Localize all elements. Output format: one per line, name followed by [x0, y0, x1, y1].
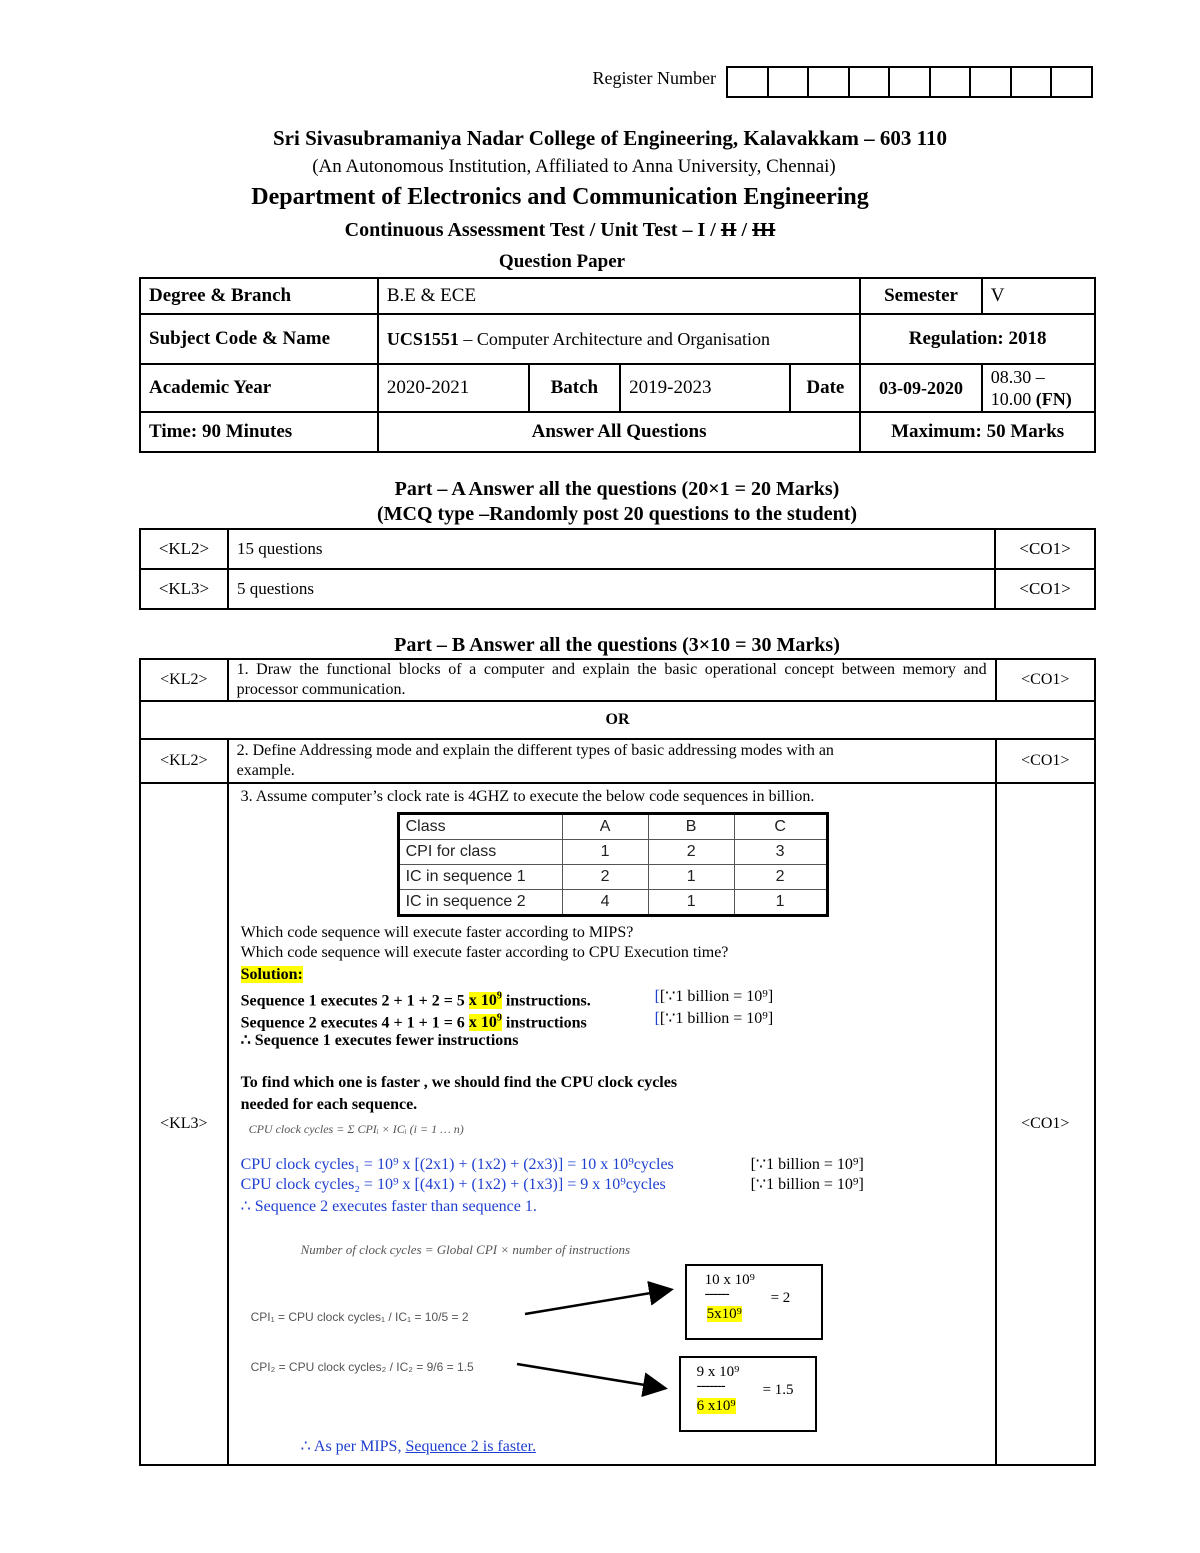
box2-bottom — [697, 1398, 736, 1415]
subject-label: Subject Code & Name — [140, 314, 378, 364]
answer-all: Answer All Questions — [378, 412, 860, 452]
academic-year-value: 2020-2021 — [378, 364, 529, 412]
kl-label: <KL3> — [140, 783, 228, 1465]
co-label: <CO1> — [996, 739, 1095, 783]
cpi-cell: 4 — [562, 890, 648, 916]
register-number-boxes[interactable] — [726, 66, 1093, 98]
find-line-1: To find which one is faster , we should find the CPU clock cycles — [240, 1074, 678, 1091]
info-table — [139, 277, 1096, 453]
mips-conclusion — [301, 1436, 536, 1458]
co-label: <CO1> — [996, 783, 1095, 1465]
cpi-cell: IC in sequence 2 — [398, 890, 562, 916]
academic-year-label: Academic Year — [140, 364, 378, 412]
or-divider: OR — [140, 701, 1095, 739]
cpi-cell: 1 — [562, 840, 648, 865]
cpi1-formula: CPI₁ = CPU clock cycles₁ / IC₁ = 10/5 = 2 — [250, 1310, 469, 1324]
seq1-note-text: [∵1 billion = 10⁹] — [659, 988, 774, 1005]
question-row-3 — [140, 783, 1095, 1465]
test-sep: / — [736, 219, 752, 241]
part-a-row — [140, 569, 1095, 609]
cpi-cell: Class — [398, 814, 562, 840]
seq1-tail: instructions. — [501, 992, 591, 1010]
question-text: 15 questions — [228, 529, 995, 569]
college-name: Sri Sivasubramaniya Nadar College of Engineering, Kalavakkam – 603 110 — [273, 126, 947, 150]
box1-bottom-text: 5x10⁹ — [706, 1306, 742, 1322]
semester-value: V — [982, 278, 1095, 314]
find-line-2: needed for each sequence. — [240, 1096, 418, 1113]
subject-code: UCS1551 — [386, 329, 459, 349]
question-text: 3. Assume computer’s clock rate is 4GHZ to execute the below code sequences in billion. — [240, 788, 815, 805]
test-struck-2: II — [720, 219, 737, 241]
co-label: <CO1> — [995, 529, 1095, 569]
clock-cycles-1: CPU clock cycles₁ = 10⁹ x [(2x1) + (1x2) + (2x3)] = 10 x 10⁹cycles — [240, 1156, 674, 1173]
max-marks: Maximum: 50 Marks — [860, 412, 1095, 452]
arrow-right-icon — [517, 1364, 663, 1388]
cpi-cell: IC in sequence 1 — [398, 865, 562, 890]
kl-label: <KL3> — [140, 569, 228, 609]
faster-time-conclusion: ∴ Sequence 2 executes faster than sequence 1. — [240, 1198, 537, 1215]
register-number-label: Register Number — [592, 68, 716, 88]
test-struck-3: III — [752, 219, 776, 241]
batch-label: Batch — [529, 364, 621, 412]
affiliation: (An Autonomous Institution, Affiliated to Anna University, Chennai) — [312, 156, 836, 177]
arrows — [229, 784, 995, 1464]
part-a-subheading: (MCQ type –Randomly post 20 questions to the student) — [376, 503, 858, 525]
cpi-cell: 2 — [562, 865, 648, 890]
fewer-instructions: ∴ Sequence 1 executes fewer instructions — [240, 1032, 519, 1049]
seq1-note: [[∵1 billion = 10⁹] — [654, 988, 774, 1005]
cc1-note: [∵1 billion = 10⁹] — [750, 1156, 864, 1173]
box2-top: 9 x 10⁹ — [696, 1364, 740, 1380]
time-label: Time: 90 Minutes — [140, 412, 378, 452]
test-prefix: Continuous Assessment Test / Unit Test – I / — [344, 219, 721, 241]
mips-prefix: ∴ As per MIPS, — [300, 1438, 406, 1455]
solution-text: Solution: — [240, 966, 303, 983]
cpi-cell: C — [734, 814, 827, 840]
co-label: <CO1> — [995, 569, 1095, 609]
question-text: 5 questions — [228, 569, 995, 609]
result-box-2 — [679, 1356, 817, 1432]
box1-eq: = 2 — [770, 1290, 791, 1306]
mips-link: Sequence 2 is faster. — [405, 1438, 537, 1455]
date-value: 03-09-2020 — [860, 364, 982, 412]
question-text: 1. Draw the functional blocks of a computer and explain the basic operational concept between memory and processor communication. — [228, 659, 996, 701]
time-slot-value: 08.30 – 10.00 — [990, 367, 1045, 409]
subject-cell — [378, 314, 860, 364]
time-slot — [982, 364, 1095, 412]
time-slot-fn: (FN) — [1035, 389, 1072, 409]
result-box-1 — [685, 1264, 823, 1340]
cpi-cell: 3 — [734, 840, 827, 865]
seq1-exp: 9 — [496, 991, 502, 1002]
test-title — [0, 219, 1120, 242]
question-text: 2. Define Addressing mode and explain the different types of basic addressing modes with an example. — [228, 739, 996, 783]
cpi-cell: A — [562, 814, 648, 840]
part-a-heading: Part – A Answer all the questions (20×1 = 20 Marks) — [394, 478, 840, 500]
seq1-base: x 10 — [468, 992, 497, 1010]
semester-label: Semester — [860, 278, 982, 314]
question-row-1 — [140, 659, 1095, 701]
arrow-right-icon — [525, 1290, 669, 1314]
global-cpi-formula: Number of clock cycles = Global CPI × number of instructions — [300, 1242, 631, 1257]
seq2-note: [[∵1 billion = 10⁹] — [654, 1010, 774, 1027]
cpi-cell: B — [648, 814, 734, 840]
co-label: <CO1> — [996, 659, 1095, 701]
cpi-cell: 1 — [734, 890, 827, 916]
regulation: Regulation: 2018 — [860, 314, 1095, 364]
box1-bottom — [707, 1306, 742, 1323]
box2-bottom-text: 6 x10⁹ — [696, 1398, 736, 1414]
seq1-text: Sequence 1 executes 2 + 1 + 2 = 5 — [240, 992, 469, 1010]
cpi-cell: 1 — [648, 890, 734, 916]
question-row-2 — [140, 739, 1095, 783]
paper-title: Question Paper — [498, 251, 626, 272]
clock-cycles-2: CPU clock cycles₂ = 10⁹ x [(4x1) + (1x2) + (1x3)] = 9 x 10⁹cycles — [240, 1176, 666, 1193]
cpi-cell: 1 — [648, 865, 734, 890]
cpi-cell: CPI for class — [398, 840, 562, 865]
kl-label: <KL2> — [140, 739, 228, 783]
batch-value: 2019-2023 — [620, 364, 790, 412]
cpu-cycles-formula: CPU clock cycles = Σ CPIᵢ × ICᵢ (i = 1 … n) — [248, 1122, 464, 1136]
date-label: Date — [790, 364, 860, 412]
cc2-note: [∵1 billion = 10⁹] — [750, 1176, 864, 1193]
part-a-row — [140, 529, 1095, 569]
box2-eq: = 1.5 — [762, 1382, 794, 1398]
cpi-cell: 2 — [648, 840, 734, 865]
seq2-note-text: [∵1 billion = 10⁹] — [659, 1010, 774, 1027]
ask-mips: Which code sequence will execute faster according to MIPS? — [240, 924, 634, 941]
ask-cpu-time: Which code sequence will execute faster according to CPU Execution time? — [240, 944, 729, 961]
seq2-exp: 9 — [496, 1013, 502, 1024]
kl-label: <KL2> — [140, 659, 228, 701]
seq2-text: Sequence 2 executes 4 + 1 + 1 = 6 — [240, 1014, 469, 1032]
department-name: Department of Electronics and Communication Engineering — [251, 184, 869, 210]
box2-line: ------- — [696, 1378, 725, 1394]
box1-line: ------ — [704, 1286, 729, 1302]
part-b-heading: Part – B Answer all the questions (3×10 = 30 Marks) — [394, 634, 840, 656]
seq2-tail: instructions — [501, 1014, 587, 1032]
cpi-cell: 2 — [734, 865, 827, 890]
seq2-base: x 10 — [468, 1014, 497, 1032]
part-a-table — [139, 528, 1096, 610]
cpi2-formula: CPI₂ = CPU clock cycles₂ / IC₂ = 9/6 = 1.5 — [250, 1360, 474, 1374]
question-3-cell — [228, 783, 996, 1465]
degree-label: Degree & Branch — [140, 278, 378, 314]
subject-name: – Computer Architecture and Organisation — [458, 329, 770, 349]
degree-value: B.E & ECE — [378, 278, 860, 314]
kl-label: <KL2> — [140, 529, 228, 569]
part-b-table — [139, 658, 1096, 1466]
box1-top: 10 x 10⁹ — [704, 1272, 755, 1288]
